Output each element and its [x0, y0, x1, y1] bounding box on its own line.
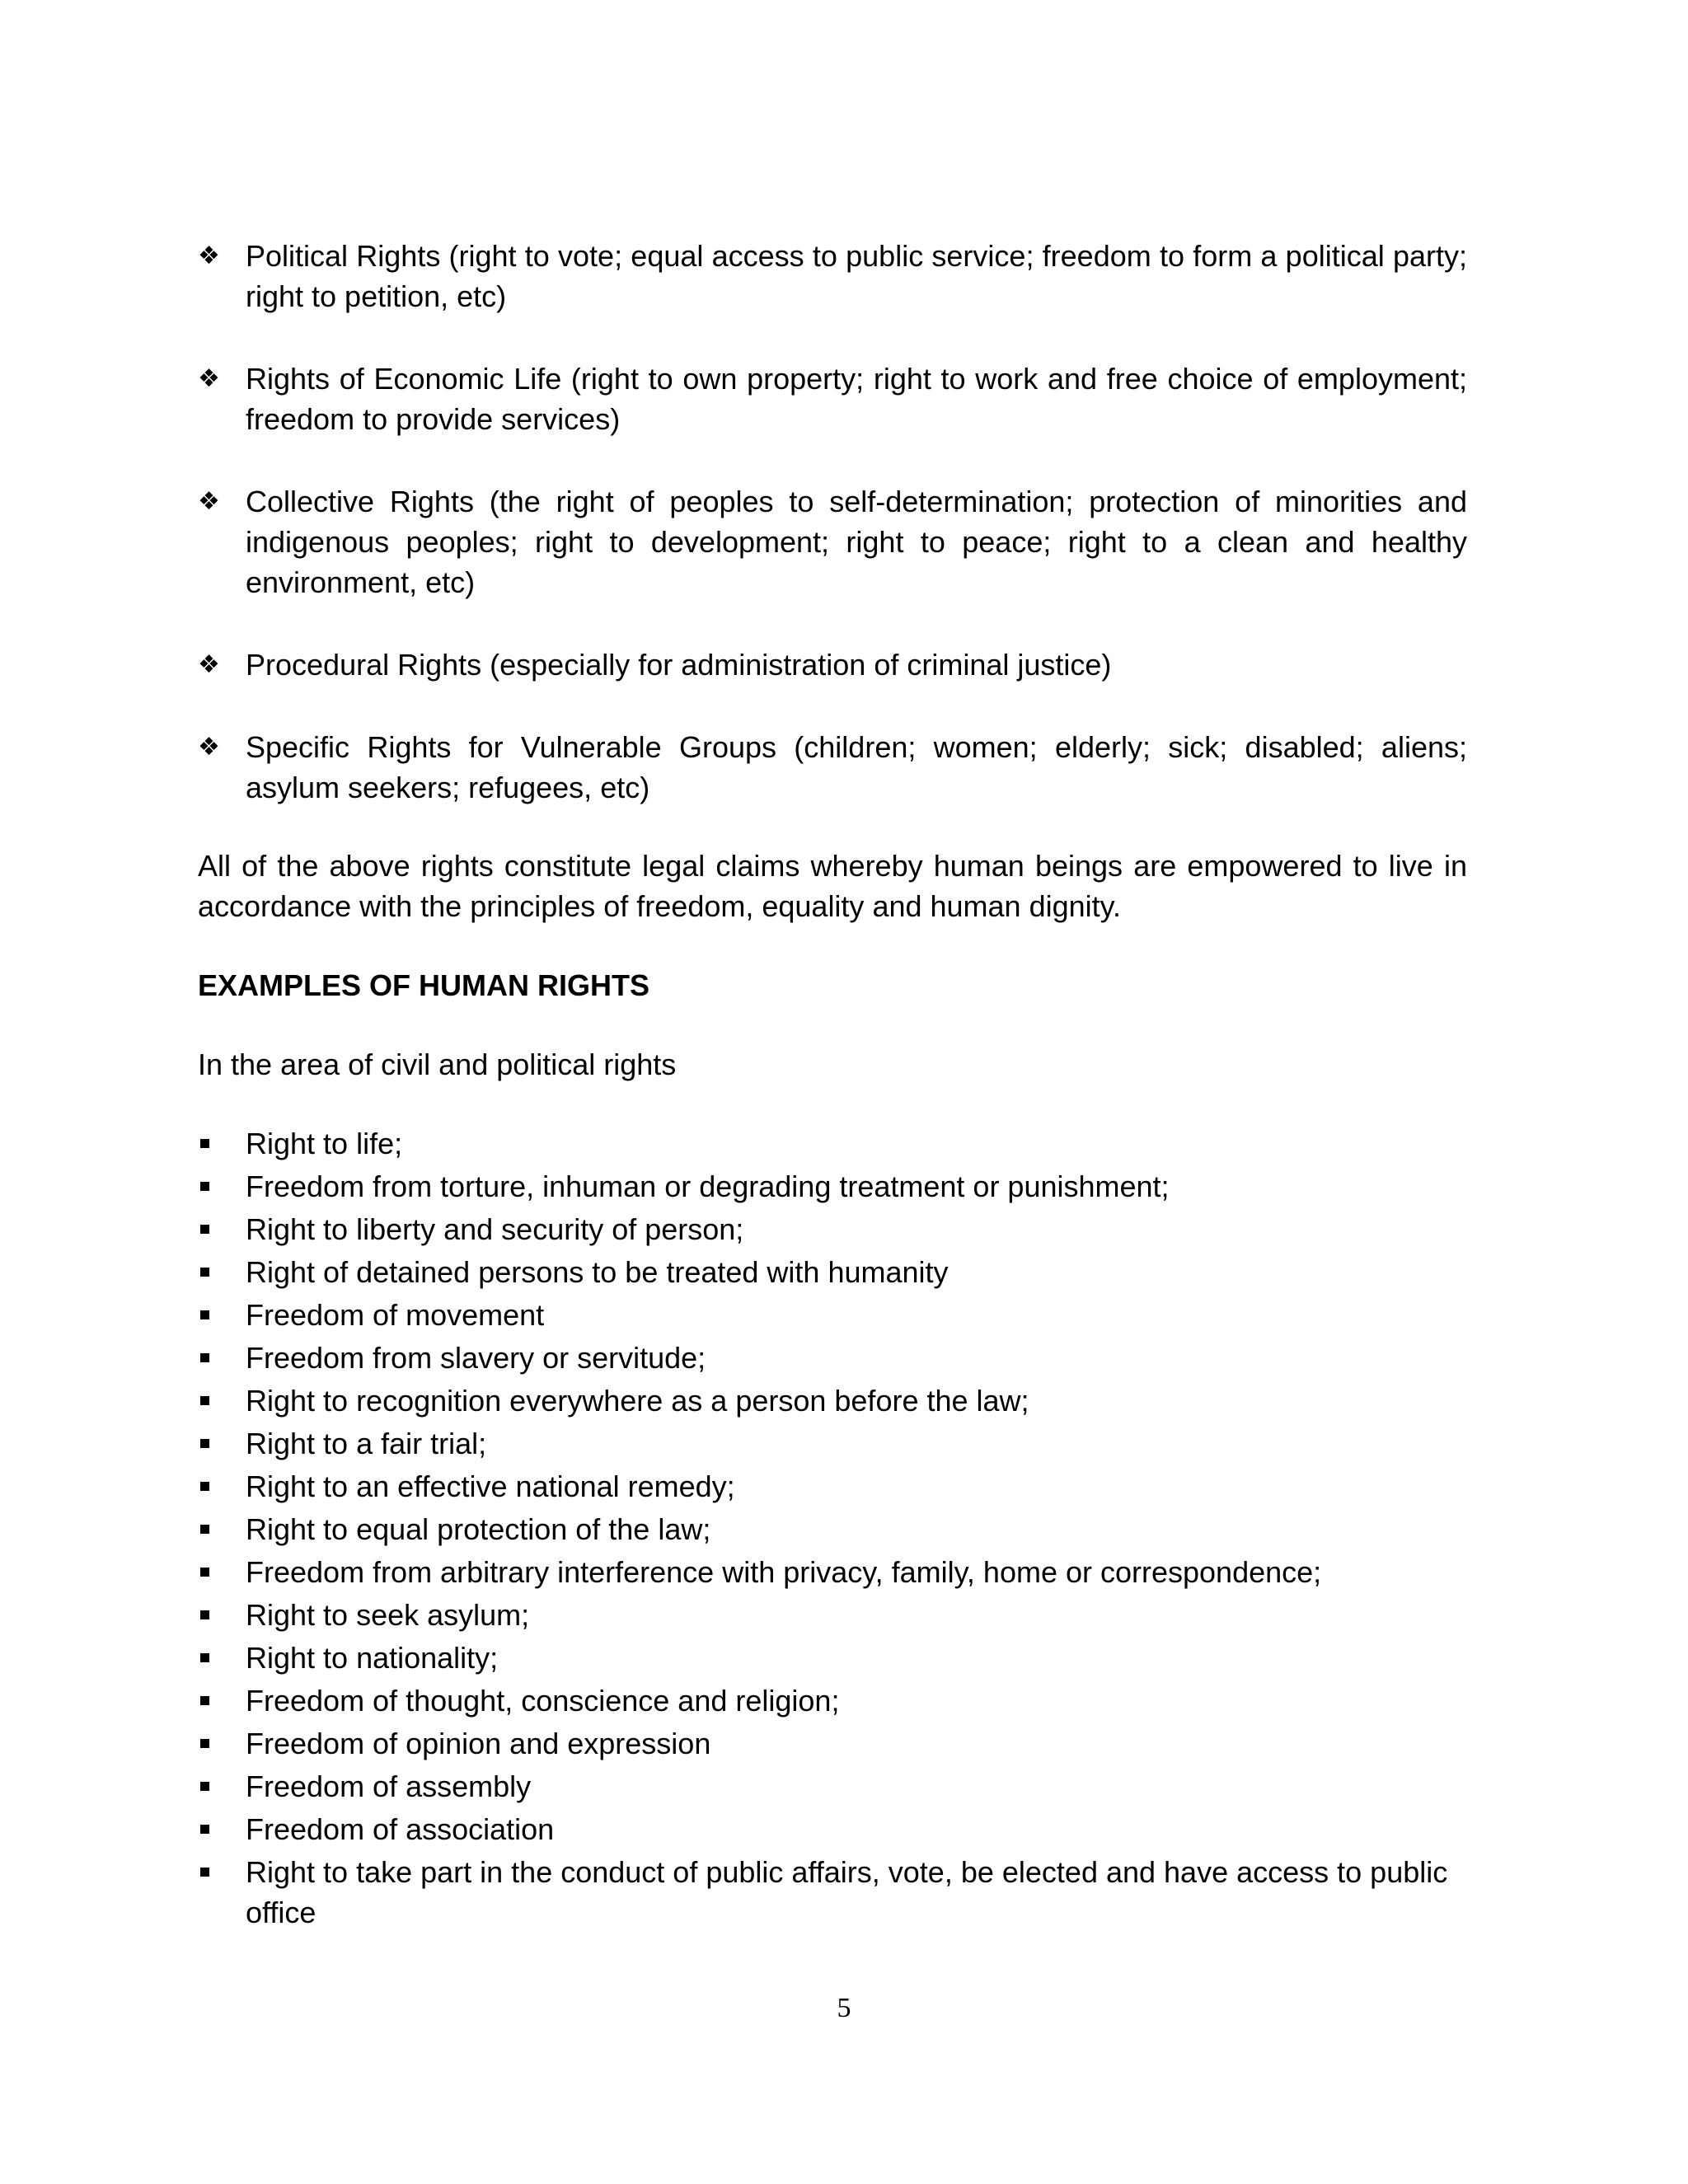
- list-item-text: Right to equal protection of the law;: [246, 1512, 711, 1546]
- list-item: [198, 1252, 1467, 1292]
- list-item-text: Right to a fair trial;: [246, 1427, 487, 1460]
- list-item-text: Right to nationality;: [246, 1641, 499, 1675]
- square-bullet-icon: [200, 1825, 209, 1834]
- list-item: [198, 1338, 1467, 1378]
- summary-paragraph: All of the above rights constitute legal claims whereby human beings are empowered to live in accordance with the principles of freedom, equality and human dignity.: [198, 849, 1467, 923]
- square-bullet-icon: [200, 1139, 209, 1148]
- square-bullet-icon: [200, 1653, 209, 1662]
- list-item: [198, 1209, 1467, 1249]
- list-item-text: Freedom from slavery or servitude;: [246, 1341, 706, 1375]
- square-bullet-icon: [200, 1439, 209, 1448]
- square-bullet-icon: [200, 1310, 209, 1319]
- list-item-text: Freedom of thought, conscience and religion;: [246, 1684, 840, 1718]
- list-item: [198, 1638, 1467, 1678]
- list-item-text: Procedural Rights (especially for administration of criminal justice): [246, 648, 1112, 682]
- list-item-text: Right to recognition everywhere as a person before the law;: [246, 1384, 1029, 1418]
- list-item: [198, 727, 1467, 808]
- rights-category-list: [198, 236, 1467, 808]
- square-bullet-icon: [200, 1610, 209, 1619]
- list-item-text: Right to life;: [246, 1127, 403, 1160]
- list-item: [198, 1852, 1467, 1933]
- civil-political-rights-list: [198, 1123, 1467, 1933]
- list-item-text: Political Rights (right to vote; equal access to public service; freedom to form a political party; right to petition, etc): [246, 239, 1467, 313]
- square-bullet-icon: [200, 1782, 209, 1791]
- list-item-text: Freedom from torture, inhuman or degrading treatment or punishment;: [246, 1169, 1170, 1203]
- list-item-text: Freedom of association: [246, 1812, 555, 1846]
- list-item-text: Right to an effective national remedy;: [246, 1469, 735, 1503]
- square-bullet-icon: [200, 1482, 209, 1491]
- list-item: [198, 359, 1467, 439]
- diamond-bullet-icon: ❖: [198, 487, 220, 516]
- square-bullet-icon: [200, 1396, 209, 1405]
- list-item: [198, 1166, 1467, 1207]
- diamond-bullet-icon: ❖: [198, 733, 220, 762]
- list-item-text: Freedom of movement: [246, 1298, 545, 1332]
- list-item-text: Freedom of opinion and expression: [246, 1727, 711, 1760]
- list-item: [198, 644, 1467, 685]
- list-item: [198, 1552, 1467, 1592]
- list-item: [198, 1123, 1467, 1164]
- diamond-bullet-icon: ❖: [198, 650, 220, 679]
- list-item: [198, 1509, 1467, 1549]
- list-item: [198, 1809, 1467, 1849]
- list-item: [198, 1466, 1467, 1507]
- list-item: [198, 1380, 1467, 1421]
- list-item-text: Rights of Economic Life (right to own property; right to work and free choice of employment; freedom to provide services): [246, 362, 1467, 436]
- list-item-text: Right to liberty and security of person;: [246, 1212, 744, 1246]
- list-item: [198, 1595, 1467, 1635]
- list-item-text: Freedom of assembly: [246, 1769, 532, 1803]
- list-item: [198, 1766, 1467, 1807]
- square-bullet-icon: [200, 1739, 209, 1748]
- list-item-text: Specific Rights for Vulnerable Groups (children; women; elderly; sick; disabled; aliens; asylum seekers; refugees, etc): [246, 730, 1467, 804]
- square-bullet-icon: [200, 1353, 209, 1362]
- list-item-text: Collective Rights (the right of peoples to self-determination; protection of minorities and indigenous peoples; right to development; right to peace; right to a clean and healthy environment, etc): [246, 485, 1467, 599]
- diamond-bullet-icon: ❖: [198, 241, 220, 270]
- list-item: [198, 1680, 1467, 1721]
- list-item: [198, 481, 1467, 602]
- square-bullet-icon: [200, 1225, 209, 1234]
- section-intro: In the area of civil and political rights: [198, 1047, 677, 1081]
- square-bullet-icon: [200, 1182, 209, 1191]
- list-item-text: Right to take part in the conduct of public affairs, vote, be elected and have access to public office: [246, 1855, 1448, 1929]
- square-bullet-icon: [200, 1868, 209, 1877]
- list-item: [198, 1723, 1467, 1764]
- square-bullet-icon: [200, 1696, 209, 1705]
- diamond-bullet-icon: ❖: [198, 364, 220, 393]
- list-item-text: Right of detained persons to be treated with humanity: [246, 1255, 949, 1289]
- square-bullet-icon: [200, 1525, 209, 1534]
- page-content: [198, 236, 1467, 1935]
- list-item: [198, 236, 1467, 316]
- square-bullet-icon: [200, 1568, 209, 1577]
- list-item: [198, 1295, 1467, 1335]
- square-bullet-icon: [200, 1268, 209, 1277]
- list-item: [198, 1423, 1467, 1464]
- page-number: 5: [837, 1993, 851, 2023]
- list-item-text: Right to seek asylum;: [246, 1598, 530, 1632]
- section-heading: EXAMPLES OF HUMAN RIGHTS: [198, 968, 650, 1002]
- list-item-text: Freedom from arbitrary interference with privacy, family, home or correspondence;: [246, 1555, 1322, 1589]
